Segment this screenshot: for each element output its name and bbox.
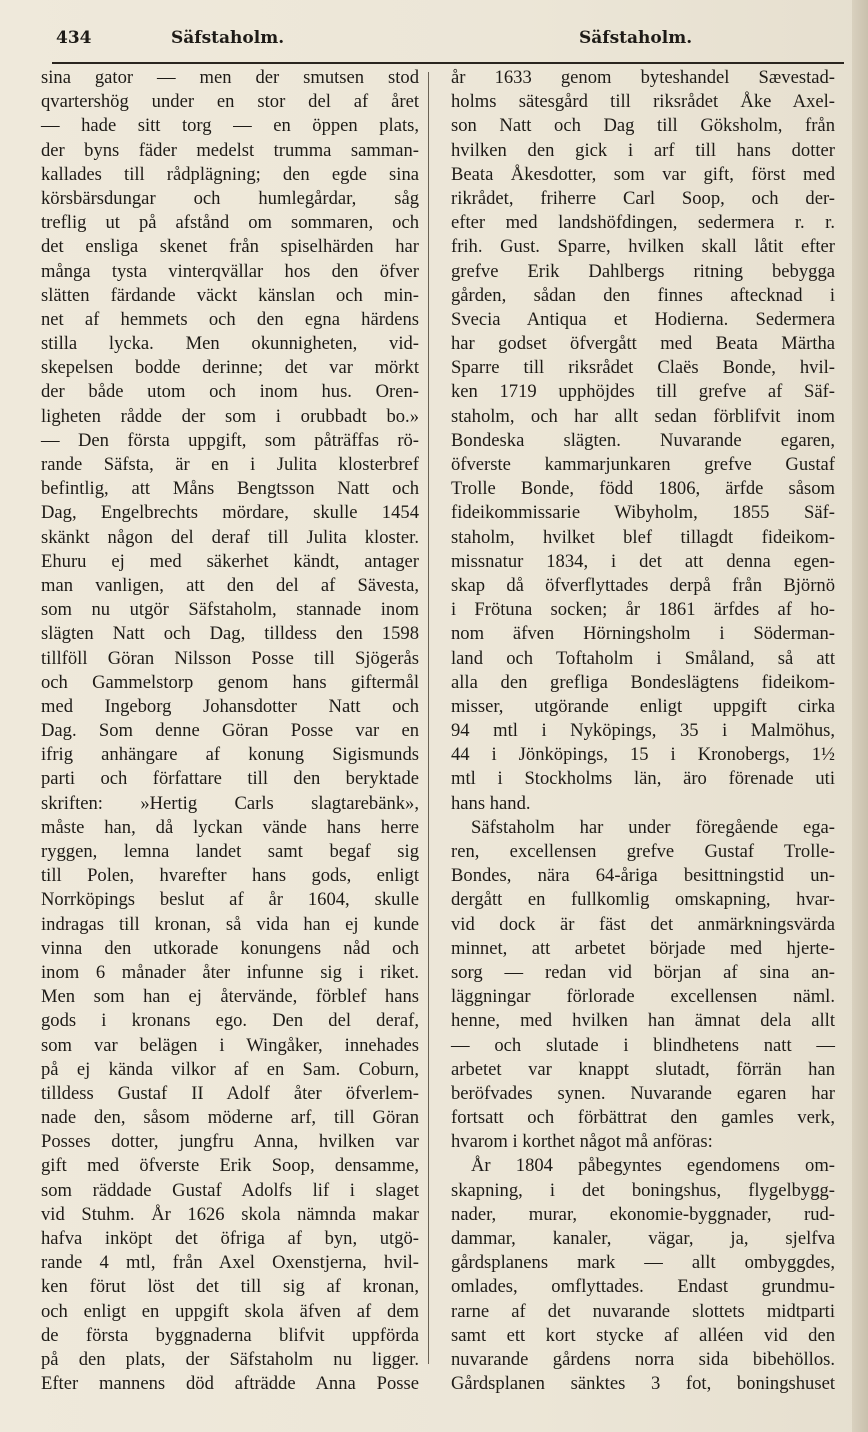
text-line: fideikommissarie Wibyholm, 1855 Säf- <box>451 502 835 524</box>
text-line: nuvarande gårdens norra sida bibehöllos. <box>451 1348 835 1370</box>
text-line: Säfstaholm har under föregående ega- <box>471 816 835 838</box>
text-line: befintlig, att Måns Bengtsson Natt och <box>41 478 419 500</box>
text-line: staholm, och har allt sedan förblifvit inom <box>451 405 835 427</box>
text-line: de första byggnaderna blifvit uppförda <box>41 1324 419 1346</box>
text-line: måste han, då lyckan vände hans herre <box>41 816 419 838</box>
text-line: arbetet var knappt slutadt, förrän han <box>451 1058 835 1080</box>
text-line: nader, murar, ekonomie-byggnader, rud- <box>451 1203 835 1225</box>
text-line: har godset öfvergått med Beata Märtha <box>451 333 835 355</box>
text-line: dergått en fullkomlig omskapning, hvar- <box>451 889 835 911</box>
text-line: vinna den utkorade konungens nåd och <box>41 937 419 959</box>
text-line: rande 4 mtl, från Axel Oxenstjerna, hvil- <box>41 1252 419 1274</box>
text-line: gods i kronans ego. Den del deraf, <box>41 1010 419 1032</box>
running-title-left: Säfstaholm. <box>171 28 285 48</box>
text-line: som räddade Gustaf Adolfs lif i slaget <box>41 1179 419 1201</box>
text-line: ifrig anhängare af konung Sigismunds <box>41 744 419 766</box>
text-line: Trolle Bonde, född 1806, ärfde såsom <box>451 478 835 500</box>
text-line: nom äfven Hörningsholm i Söderman- <box>451 623 835 645</box>
text-line: Ehuru ej med säkerhet kändt, antager <box>41 550 419 572</box>
text-line: efter med landshöfdingen, sedermera r. r. <box>451 212 835 234</box>
text-line: vid dock är fäst det anmärkningsvärda <box>451 913 835 935</box>
text-line: net af hemmets och den egna härdens <box>41 308 419 330</box>
text-line: öfverste kammarjunkaren grefve Gustaf <box>451 454 835 475</box>
text-line: inom 6 månader åter infunne sig i riket. <box>41 961 419 983</box>
text-line: som nu utgör Säfstaholm, stannade inom <box>41 599 419 621</box>
text-line: skepelsen bodde derinne; det var mörkt <box>41 357 419 379</box>
text-line: man vanligen, att den del af Sävesta, <box>41 574 419 596</box>
text-line: vid Stuhm. År 1626 skola nämnda makar <box>41 1203 419 1225</box>
text-line: stilla lycka. Men okunnigheten, vid- <box>41 333 419 355</box>
text-line: till Polen, hvarefter hans gods, enligt <box>41 865 419 887</box>
text-line: Bondeska slägten. Nuvarande egaren, <box>451 429 835 451</box>
text-line: Gårdsplanen sänktes 3 fot, boningshuset <box>451 1373 835 1395</box>
text-line: son Natt och Dag till Göksholm, från <box>451 115 835 137</box>
text-line: skapning, i det boningshus, flygelbygg- <box>451 1179 835 1201</box>
text-line: holms sätesgård till riksrådet Åke Axel- <box>451 91 835 113</box>
text-line: 44 i Jönköpings, 15 i Kronobergs, 1½ <box>451 744 835 766</box>
text-line: Sparre till riksrådet Claës Bonde, hvil- <box>451 357 835 379</box>
text-line: och enligt en uppgift skola äfven af dem <box>41 1300 419 1322</box>
text-line: hvilken den gick i arf till hans dotter <box>451 139 835 161</box>
text-line: omlades, omflyttades. Endast grundmu- <box>451 1276 835 1298</box>
text-line: det ensliga skenet från spiselhärden har <box>41 236 419 258</box>
text-line: Posses dotter, jungfru Anna, hvilken var <box>41 1131 419 1153</box>
text-line: skänkt någon del deraf till Julita kloster. <box>41 526 419 548</box>
text-line: år 1633 genom byteshandel Sævestad- <box>451 67 835 88</box>
text-line: qvartershög under en stor del af året <box>41 91 419 113</box>
text-line: på den plats, der Säfstaholm nu ligger. <box>41 1348 419 1370</box>
text-line: hans hand. <box>451 792 531 814</box>
text-line: skriften: »Hertig Carls slagtarebänk», <box>41 792 419 814</box>
text-line: skap då öfverflyttades derpå från Björnö <box>451 574 835 596</box>
left-column <box>41 66 419 1396</box>
header-rule <box>52 62 844 64</box>
text-line: Dag. Som denne Göran Posse var en <box>41 720 419 742</box>
text-line: Bondes, nära 64-åriga besittningstid un- <box>451 865 835 887</box>
text-line: staholm, hvilket blef tillagdt fideikom- <box>451 526 835 548</box>
text-line: alla den grefliga Bondeslägtens fideikom- <box>451 671 835 693</box>
text-line: frih. Gust. Sparre, hvilken skall låtit efter <box>451 236 835 258</box>
text-line: gårdsplanens mark — allt ombyggdes, <box>451 1252 835 1274</box>
text-line: Dag, Engelbrechts mördare, skulle 1454 <box>41 502 419 524</box>
text-line: ligheten rådde der som i orubbadt bo.» <box>41 405 419 427</box>
text-line: rarne af det nuvarande slottets midtparti <box>451 1300 835 1322</box>
text-line: sina gator — men der smutsen stod <box>41 67 419 88</box>
text-line: der byns fäder medelst trumma samman- <box>41 139 419 161</box>
text-line: tillföll Göran Nilsson Posse till Sjögerås <box>41 647 419 669</box>
text-line: samt ett kort stycke af alléen vid den <box>451 1324 835 1346</box>
text-line: — Den första uppgift, som påträffas rö- <box>41 429 419 451</box>
text-line: misser, utgörande enligt uppgift cirka <box>451 695 835 717</box>
text-line: ryggen, lemna landet samt begaf sig <box>41 841 419 862</box>
text-line: missnatur 1834, i det att denna egen- <box>451 550 835 572</box>
text-line: beröfvades synen. Nuvarande egaren har <box>451 1082 835 1104</box>
text-line: — och slutade i blindhetens natt — <box>451 1034 835 1056</box>
text-line: land och Toftaholm i Småland, så att <box>451 647 835 669</box>
text-line: gift med öfverste Erik Soop, densamme, <box>41 1155 419 1177</box>
text-line: på ej kända vilkor af en Sam. Coburn, <box>41 1058 419 1080</box>
column-divider <box>428 72 429 1364</box>
text-line: År 1804 påbegyntes egendomens om- <box>471 1155 835 1177</box>
page-header <box>56 22 826 56</box>
text-line: hvarom i korthet något må anföras: <box>451 1131 713 1153</box>
text-line: tilldess Gustaf II Adolf åter öfverlem- <box>41 1082 419 1104</box>
text-line: parti och författare till den beryktade <box>41 768 419 790</box>
text-line: Svecia Antiqua et Hodierna. Sedermera <box>451 308 835 330</box>
page-edge <box>852 0 868 1432</box>
page-number: 434 <box>56 28 92 48</box>
text-line: slägten Natt och Dag, tilldess den 1598 <box>41 623 419 645</box>
right-column <box>451 66 835 1396</box>
text-line: Efter mannens död afträdde Anna Posse <box>41 1373 419 1395</box>
text-line: Norrköpings beslut af år 1604, skulle <box>41 889 419 911</box>
text-line: kallades till rådplägning; den egde sina <box>41 163 419 185</box>
text-line: rikrådet, friherre Carl Soop, och der- <box>451 187 835 209</box>
text-line: indragas till kronan, så vida han ej kunde <box>41 913 419 935</box>
text-line: Men som han ej återvände, förblef hans <box>41 986 419 1008</box>
text-line: läggningar förlorade excellensen näml. <box>451 986 835 1008</box>
text-line: många tysta vinterqvällar hos den öfver <box>41 260 419 282</box>
text-line: der både utom och inom hus. Oren- <box>41 381 419 403</box>
text-line: sorg — redan vid början af sina an- <box>451 961 835 983</box>
text-line: ken förut löst det till sig af kronan, <box>41 1276 419 1298</box>
text-line: gården, sådan den finnes aftecknad i <box>451 284 835 306</box>
text-line: Beata Åkesdotter, som var gift, först med <box>451 163 835 185</box>
text-line: som var belägen i Wingåker, innehades <box>41 1034 419 1056</box>
text-line: — hade sitt torg — en öppen plats, <box>41 115 419 137</box>
text-line: fortsatt och förbättrat den gamles verk, <box>451 1107 835 1129</box>
text-line: körsbärsdungar och humlegårdar, såg <box>41 187 419 209</box>
text-line: hafva inköpt det öfriga af byn, utgö- <box>41 1228 419 1249</box>
text-line: minnet, att arbetet började med hjerte- <box>451 937 835 959</box>
text-line: och Gammelstorp genom hans giftermål <box>41 671 419 693</box>
text-line: grefve Erik Dahlbergs ritning bebygga <box>451 260 835 282</box>
text-line: ren, excellensen grefve Gustaf Trolle- <box>451 841 835 862</box>
text-line: slätten färdande väckt känslan och min- <box>41 284 419 306</box>
running-title-right: Säfstaholm. <box>579 28 693 48</box>
text-line: mtl i Stockholms län, äro förenade uti <box>451 768 835 790</box>
text-line: rande Säfsta, är en i Julita klosterbref <box>41 454 419 475</box>
text-line: henne, med hvilken han ämnat dela allt <box>451 1010 835 1032</box>
text-line: nade den, såsom möderne arf, till Göran <box>41 1107 419 1129</box>
text-line: i Frötuna socken; år 1861 ärfdes af ho- <box>451 599 835 621</box>
text-line: 94 mtl i Nyköpings, 35 i Malmöhus, <box>451 720 835 742</box>
text-line: ken 1719 upphöjdes till grefve af Säf- <box>451 381 835 403</box>
text-line: dammar, kanaler, vägar, ja, sjelfva <box>451 1228 835 1249</box>
text-line: treflig ut på afstånd om sommaren, och <box>41 212 419 234</box>
text-line: med Ingeborg Johansdotter Natt och <box>41 695 419 717</box>
